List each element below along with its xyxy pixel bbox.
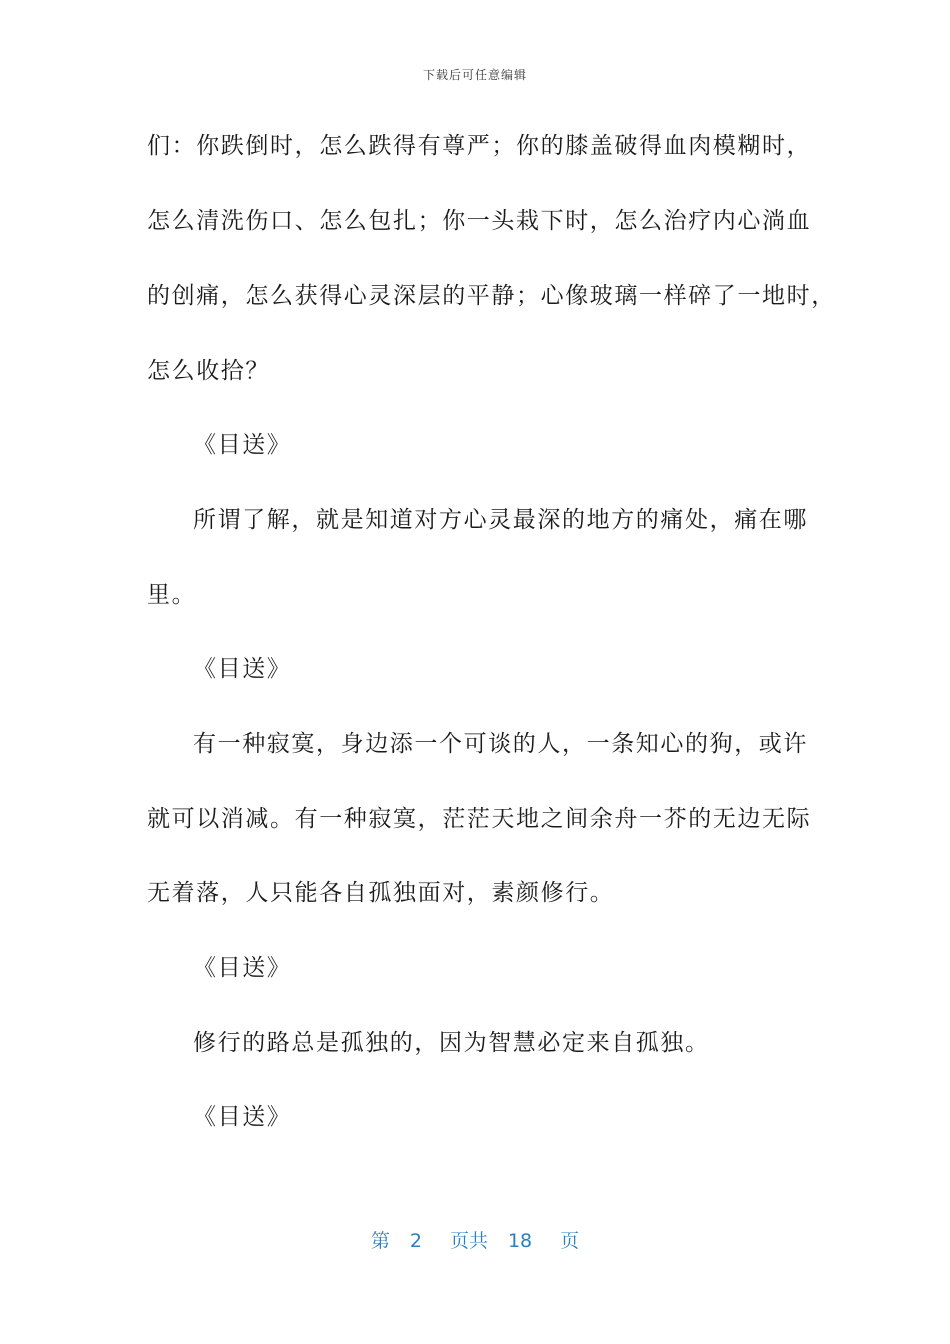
source-citation: 《目送》: [193, 1104, 292, 1130]
source-citation: 《目送》: [193, 432, 292, 458]
footer-middle: 页共: [449, 1230, 488, 1252]
footer-total-pages: 18: [507, 1230, 533, 1252]
paragraph-line: 的创痛，怎么获得心灵深层的平静；心像玻璃一样碎了一地时，: [147, 283, 836, 309]
paragraph-line: 们：你跌倒时，怎么跌得有尊严；你的膝盖破得血肉模糊时，: [147, 133, 812, 159]
footer-current-page: 2: [409, 1230, 422, 1252]
paragraph-line: 所谓了解，就是知道对方心灵最深的地方的痛处，痛在哪: [193, 507, 808, 533]
paragraph-line: 有一种寂寞，身边添一个可谈的人，一条知心的狗，或许: [193, 731, 808, 757]
source-citation: 《目送》: [193, 656, 292, 682]
paragraph-line: 就可以消减。有一种寂寞，茫茫天地之间余舟一芥的无边无际: [147, 806, 812, 832]
footer-prefix: 第: [370, 1230, 390, 1252]
paragraph-line: 怎么清洗伤口、怎么包扎；你一头栽下时，怎么治疗内心淌血: [147, 208, 812, 234]
paragraph-line: 里。: [147, 582, 197, 608]
footer-suffix: 页: [560, 1230, 580, 1252]
paragraph-line: 无着落，人只能各自孤独面对，素颜修行。: [147, 880, 615, 906]
paragraph-line: 修行的路总是孤独的，因为智慧必定来自孤独。: [193, 1030, 710, 1056]
page-header: 下载后可任意编辑: [422, 68, 527, 82]
page-footer: [0, 1226, 950, 1253]
paragraph-line: 怎么收拾？: [147, 358, 270, 384]
source-citation: 《目送》: [193, 955, 292, 981]
